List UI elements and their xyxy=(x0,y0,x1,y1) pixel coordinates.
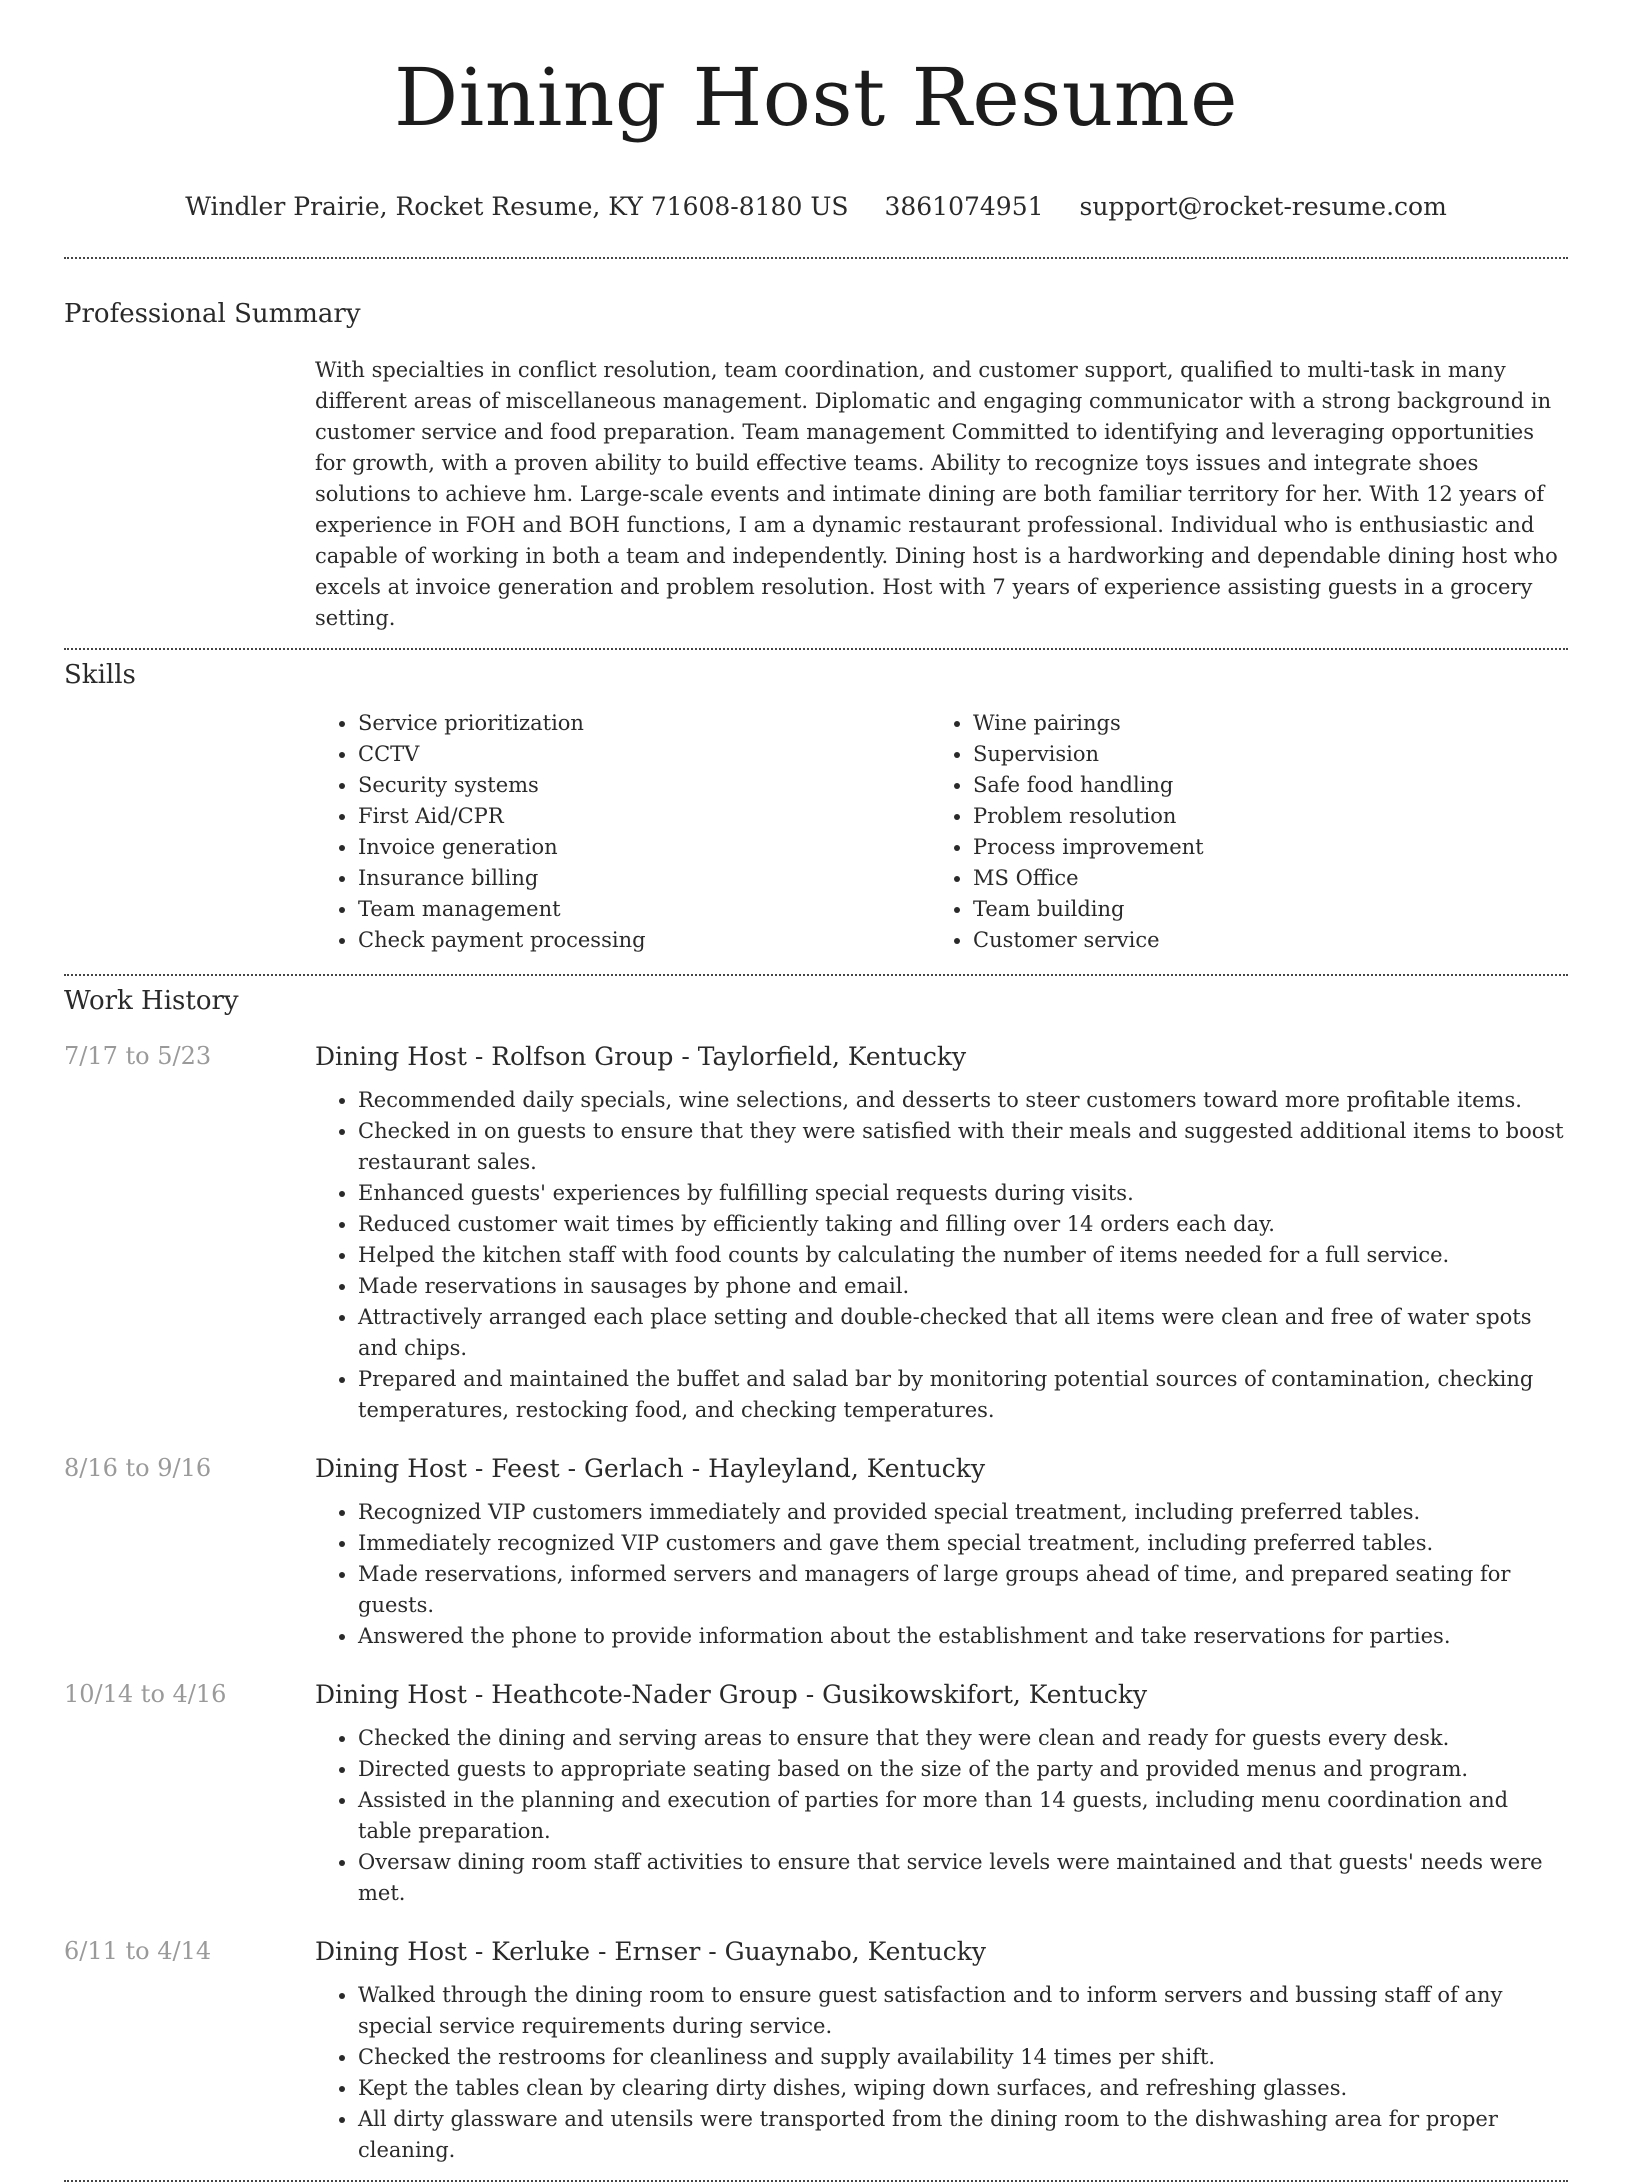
list-item: • Safe food handling xyxy=(973,770,1545,801)
job-title: Dining Host - Rolfson Group - Taylorfield, Kentucky xyxy=(315,1041,967,1071)
job-bullets xyxy=(315,1723,1568,1909)
job-dates: 7/17 to 5/23 xyxy=(64,1041,212,1070)
list-item: • Team management xyxy=(358,894,930,925)
job-entry xyxy=(64,1042,1568,1426)
list-item: • Assisted in the planning and execution of parties for more than 14 guests, including menu coordination and table preparation. xyxy=(358,1785,1568,1847)
work-history-title: Work History xyxy=(64,985,239,1016)
skills-list-right xyxy=(930,708,1545,956)
skills-section xyxy=(64,660,1568,956)
list-item: • All dirty glassware and utensils were transported from the dining room to the dishwashing area for proper cleaning. xyxy=(358,2104,1568,2166)
contact-info xyxy=(64,192,1568,221)
list-item: • Reduced customer wait times by efficiently taking and filling over 14 orders each day. xyxy=(358,1209,1568,1240)
divider xyxy=(64,974,1568,976)
address: Windler Prairie, Rocket Resume, KY 71608-8180 US xyxy=(185,191,849,221)
list-item: • Checked the restrooms for cleanliness and supply availability 14 times per shift. xyxy=(358,2042,1568,2073)
list-item: • Recommended daily specials, wine selections, and desserts to steer customers toward more profitable items. xyxy=(358,1085,1568,1116)
list-item: • Check payment processing xyxy=(358,925,930,956)
job-bullets xyxy=(315,1497,1568,1652)
email: support@rocket-resume.com xyxy=(1079,191,1447,221)
list-item: • Immediately recognized VIP customers and gave them special treatment, including preferred tables. xyxy=(358,1528,1568,1559)
list-item: • Enhanced guests' experiences by fulfilling special requests during visits. xyxy=(358,1178,1568,1209)
job-title: Dining Host - Kerluke - Ernser - Guaynabo, Kentucky xyxy=(315,1936,986,1966)
job-dates: 6/11 to 4/14 xyxy=(64,1936,212,1965)
divider xyxy=(64,648,1568,650)
skills-list-left xyxy=(315,708,930,956)
list-item: • Supervision xyxy=(973,739,1545,770)
list-item: • Prepared and maintained the buffet and salad bar by monitoring potential sources of contamination, checking temperatures, restocking food, and checking temperatures. xyxy=(358,1364,1568,1426)
list-item: • Service prioritization xyxy=(358,708,930,739)
summary-title: Professional Summary xyxy=(64,298,361,329)
summary-section xyxy=(64,299,1568,634)
list-item: • Helped the kitchen staff with food counts by calculating the number of items needed for a full service. xyxy=(358,1240,1568,1271)
divider xyxy=(64,257,1568,259)
page-title: Dining Host Resume xyxy=(394,51,1238,144)
list-item: • Oversaw dining room staff activities to ensure that service levels were maintained and that guests' needs were met. xyxy=(358,1847,1568,1909)
job-bullets xyxy=(315,1085,1568,1426)
list-item: • First Aid/CPR xyxy=(358,801,930,832)
list-item: • Answered the phone to provide information about the establishment and take reservations for parties. xyxy=(358,1621,1568,1652)
list-item: • Checked the dining and serving areas to ensure that they were clean and ready for guests every desk. xyxy=(358,1723,1568,1754)
list-item: • Made reservations in sausages by phone and email. xyxy=(358,1271,1568,1302)
list-item: • Recognized VIP customers immediately and provided special treatment, including preferred tables. xyxy=(358,1497,1568,1528)
list-item: • Attractively arranged each place setting and double-checked that all items were clean and free of water spots and chips. xyxy=(358,1302,1568,1364)
divider xyxy=(64,2180,1568,2182)
list-item: • Wine pairings xyxy=(973,708,1545,739)
list-item: • Made reservations, informed servers and managers of large groups ahead of time, and prepared seating for guests. xyxy=(358,1559,1568,1621)
skills-title: Skills xyxy=(64,659,136,690)
job-bullets xyxy=(315,1980,1568,2166)
summary-text: With specialties in conflict resolution, team coordination, and customer support, qualified to multi-task in many different areas of miscellaneous management. Diplomatic and engaging communicator with a strong background in customer service and food preparation. Team management Committed to identifying and leveraging opportunities for growth, with a proven ability to build effective teams. Ability to recognize toys issues and integrate shoes solutions to achieve hm. Large-scale events and intimate dining are both familiar territory for her. With 12 years of experience in FOH and BOH functions, I am a dynamic restaurant professional. Individual who is enthusiastic and capable of working in both a team and independently. Dining host is a hardworking and dependable dining host who excels at invoice generation and problem resolution. Host with 7 years of experience assisting guests in a grocery setting. xyxy=(315,357,1558,630)
list-item: • MS Office xyxy=(973,863,1545,894)
list-item: • Checked in on guests to ensure that they were satisfied with their meals and suggested additional items to boost restaurant sales. xyxy=(358,1116,1568,1178)
list-item: • Walked through the dining room to ensure guest satisfaction and to inform servers and bussing staff of any special service requirements during service. xyxy=(358,1980,1568,2042)
list-item: • Customer service xyxy=(973,925,1545,956)
job-entry xyxy=(64,1454,1568,1652)
job-dates: 8/16 to 9/16 xyxy=(64,1453,212,1482)
job-entry xyxy=(64,1937,1568,2166)
resume-page xyxy=(64,0,1568,2182)
work-history-section xyxy=(64,986,1568,2166)
list-item: • Directed guests to appropriate seating based on the size of the party and provided menus and program. xyxy=(358,1754,1568,1785)
phone: 3861074951 xyxy=(884,191,1044,221)
list-item: • CCTV xyxy=(358,739,930,770)
list-item: • Team building xyxy=(973,894,1545,925)
list-item: • Process improvement xyxy=(973,832,1545,863)
list-item: • Kept the tables clean by clearing dirty dishes, wiping down surfaces, and refreshing glasses. xyxy=(358,2073,1568,2104)
list-item: • Problem resolution xyxy=(973,801,1545,832)
list-item: • Insurance billing xyxy=(358,863,930,894)
list-item: • Invoice generation xyxy=(358,832,930,863)
job-title: Dining Host - Feest - Gerlach - Hayleyland, Kentucky xyxy=(315,1453,986,1483)
job-title: Dining Host - Heathcote-Nader Group - Gusikowskifort, Kentucky xyxy=(315,1679,1148,1709)
job-entry xyxy=(64,1680,1568,1909)
list-item: • Security systems xyxy=(358,770,930,801)
job-dates: 10/14 to 4/16 xyxy=(64,1679,227,1708)
